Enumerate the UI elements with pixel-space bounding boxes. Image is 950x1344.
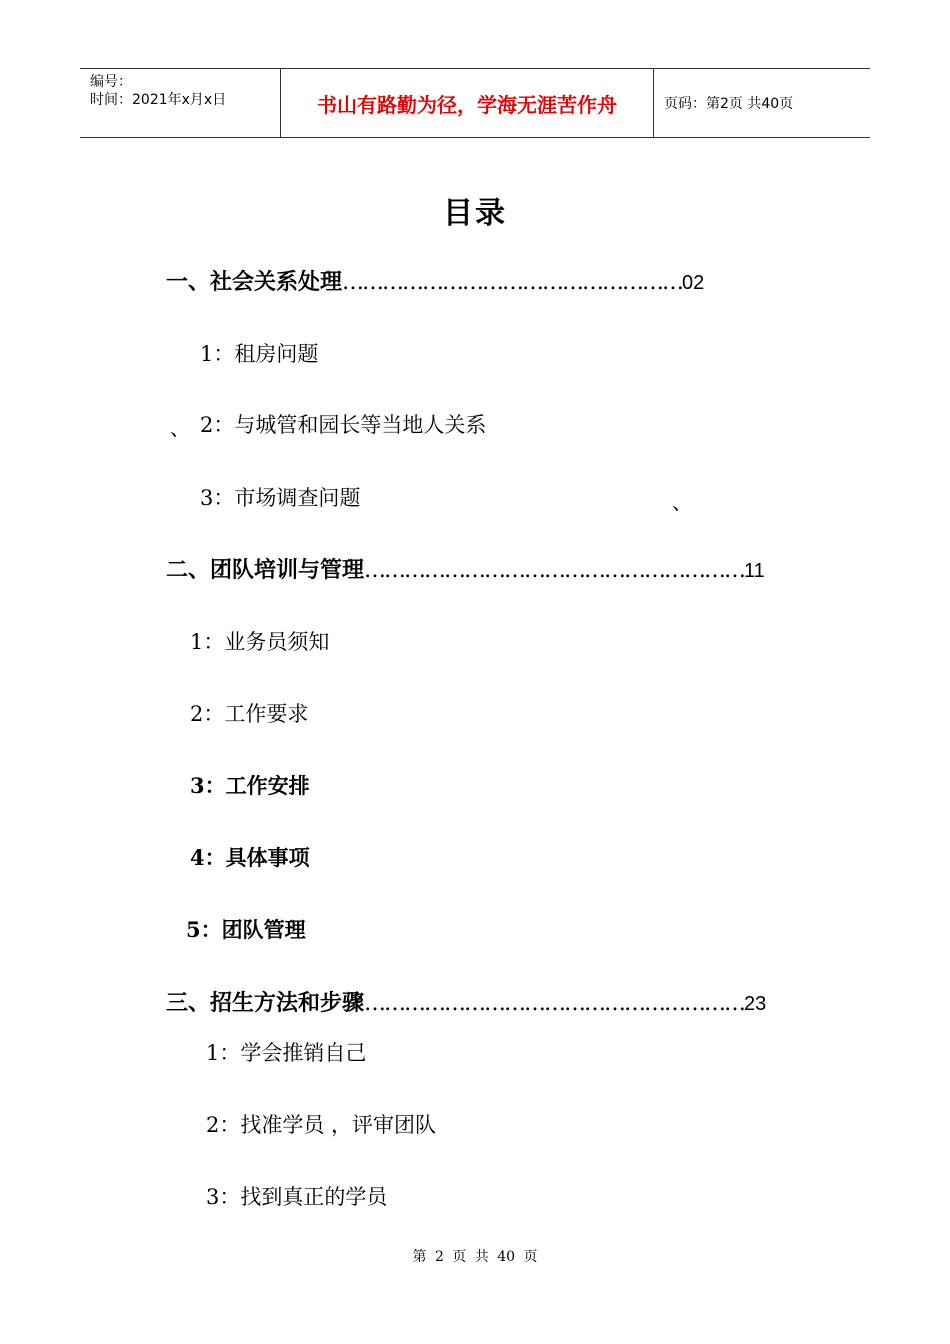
toc-item-1-2[interactable]: 2：与城管和园长等当地人关系	[200, 413, 487, 437]
header-page-info: 页码：第2页 共40页	[664, 96, 794, 112]
toc-page-number: 02	[682, 272, 705, 294]
toc-item-2-4[interactable]: 4：具体事项	[190, 845, 310, 870]
toc-leader-dots: …………………………………………………	[364, 991, 745, 1016]
toc-section-1-title: 一、社会关系处理	[166, 269, 343, 295]
toc-item-2-2[interactable]: 2：工作要求	[190, 702, 309, 726]
header-meta	[80, 69, 281, 137]
toc-section-2[interactable]	[166, 555, 765, 586]
number-label: 编号：	[90, 74, 132, 90]
toc-section-3[interactable]	[166, 988, 766, 1019]
toc-page-number: 23	[744, 993, 767, 1015]
page-footer: 第 2 页 共 40 页	[412, 1249, 538, 1265]
toc-section-3-title: 三、招生方法和步骤	[166, 990, 365, 1016]
page-title: 目录	[443, 196, 507, 231]
toc-item-3-3[interactable]: 3：找到真正的学员	[206, 1185, 388, 1209]
toc-section-2-title: 二、团队培训与管理	[166, 557, 365, 583]
toc-item-1-3[interactable]: 3：市场调查问题	[200, 486, 361, 510]
header-motto-cell	[281, 69, 654, 137]
toc-page-number: 11	[744, 560, 765, 582]
toc-item-3-1[interactable]: 1：学会推销自己	[206, 1041, 367, 1065]
toc-item-1-1[interactable]: 1：租房问题	[200, 342, 319, 366]
stray-mark: 、	[672, 490, 692, 514]
toc-item-2-5[interactable]: 5：团队管理	[186, 917, 306, 942]
toc-leader-dots: …………………………………………………	[364, 558, 745, 583]
document-header	[80, 68, 870, 138]
toc-leader-dots: ……………………………………………	[342, 270, 683, 295]
toc-item-3-2[interactable]: 2：找准学员 ，评审团队	[206, 1113, 437, 1137]
stray-mark: 、	[170, 416, 190, 440]
time-label: 时间：2021年x月x日	[90, 92, 227, 108]
toc-item-2-3[interactable]: 3：工作安排	[190, 773, 310, 798]
toc-item-2-1[interactable]: 1：业务员须知	[190, 630, 330, 654]
toc-section-1[interactable]	[166, 267, 704, 298]
header-motto: 书山有路勤为径，学海无涯苦作舟	[317, 92, 617, 117]
